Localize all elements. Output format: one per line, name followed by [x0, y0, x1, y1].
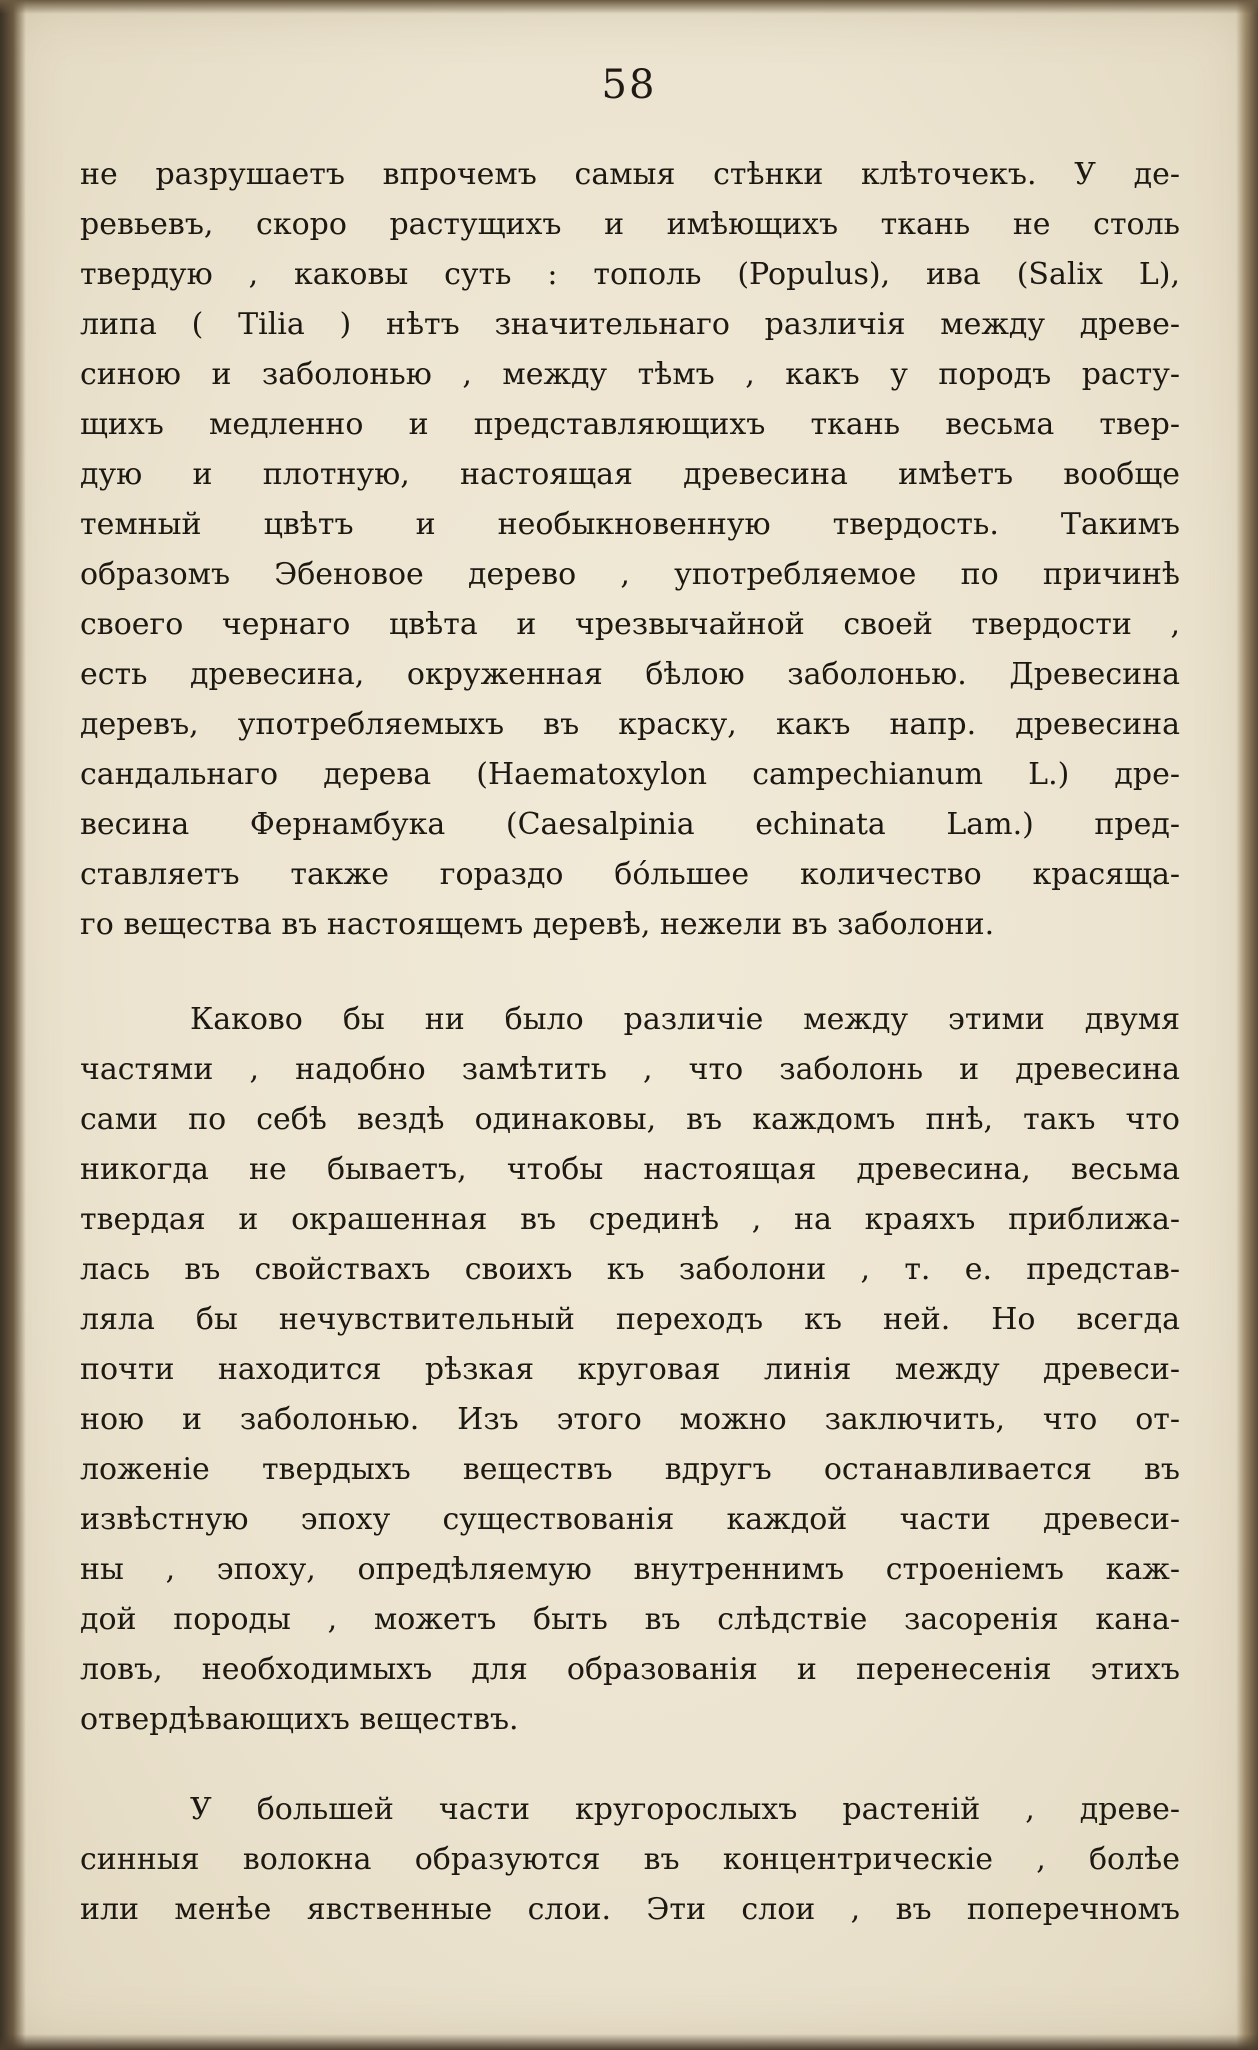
text-line: не разрушаетъ впрочемъ самыя стѣнки клѣточекъ. У де-: [80, 157, 1180, 192]
text-line: ляла бы нечувствительный переходъ къ ней. Но всегда: [80, 1302, 1180, 1337]
text-line: твердая и окрашенная въ срединѣ , на краяхъ приближа-: [80, 1202, 1180, 1237]
text-line: почти находится рѣзкая круговая линія между древеси-: [80, 1352, 1180, 1387]
text-line: дую и плотную, настоящая древесина имѣетъ вообще: [80, 457, 1180, 492]
text-line: образомъ Эбеновое дерево , употребляемое по причинѣ: [80, 557, 1180, 592]
text-line: никогда не бываетъ, чтобы настоящая древесина, весьма: [80, 1152, 1180, 1187]
text-line: ны , эпоху, опредѣляемую внутреннимъ строеніемъ каж-: [80, 1552, 1180, 1587]
text-line: щихъ медленно и представляющихъ ткань весьма твер-: [80, 407, 1180, 442]
text-line: синою и заболонью , между тѣмъ , какъ у породъ расту-: [80, 357, 1180, 392]
text-line: извѣстную эпоху существованія каждой части древеси-: [80, 1502, 1180, 1537]
text-line: Каково бы ни было различіе между этими двумя: [190, 1002, 1180, 1037]
text-line: ною и заболонью. Изъ этого можно заключить, что от-: [80, 1402, 1180, 1437]
text-line: или менѣе явственные слои. Эти слои , въ поперечномъ: [80, 1892, 1180, 1927]
text-line: ложеніе твердыхъ веществъ вдругъ останавливается въ: [80, 1452, 1180, 1487]
paragraph-1: [80, 150, 1180, 950]
text-line: сандальнаго дерева (Haematoxylon campechianum L.) дре-: [80, 757, 1180, 792]
page-number: 58: [601, 62, 657, 108]
text-line: липа ( Tilia ) нѣтъ значительнаго различія между древе-: [80, 307, 1180, 342]
text-line: У большей части кругорослыхъ растеній , древе-: [190, 1792, 1180, 1827]
text-line: дой породы , можетъ быть въ слѣдствіе засоренія кана-: [80, 1602, 1180, 1637]
text-line: твердую , каковы суть : тополь (Populus), ива (Salix L),: [80, 257, 1180, 292]
text-line: синныя волокна образуются въ концентрическіе , болѣе: [80, 1842, 1180, 1877]
text-line: го вещества въ настоящемъ деревѣ, нежели въ заболони.: [80, 907, 995, 942]
text-line: отвердѣвающихъ веществъ.: [80, 1702, 519, 1737]
page-edge-top: [0, 0, 1258, 14]
paragraph-2: [80, 995, 1180, 1745]
text-line: своего чернаго цвѣта и чрезвычайной своей твердости ,: [80, 607, 1180, 642]
text-line: ловъ, необходимыхъ для образованія и перенесенія этихъ: [80, 1652, 1180, 1687]
text-line: есть древесина, окруженная бѣлою заболонью. Древесина: [80, 657, 1180, 692]
text-line: сами по себѣ вездѣ одинаковы, въ каждомъ пнѣ, такъ что: [80, 1102, 1180, 1137]
page-edge-right: [1236, 0, 1258, 2050]
text-line: весина Фернамбука (Caesalpinia echinata Lam.) пред-: [80, 807, 1180, 842]
page-edge-left: [0, 0, 26, 2050]
page-edge-bottom: [0, 2034, 1258, 2050]
text-line: ревьевъ, скоро растущихъ и имѣющихъ ткань не столь: [80, 207, 1180, 242]
text-line: частями , надобно замѣтить , что заболонь и древесина: [80, 1052, 1180, 1087]
text-line: деревъ, употребляемыхъ въ краску, какъ напр. древесина: [80, 707, 1180, 742]
text-line: ставляетъ также гораздо бóльшее количество красяща-: [80, 857, 1180, 892]
text-line: темный цвѣтъ и необыкновенную твердость. Такимъ: [80, 507, 1180, 542]
text-line: лась въ свойствахъ своихъ къ заболони , т. е. представ-: [80, 1252, 1180, 1287]
paragraph-3: [80, 1785, 1180, 1935]
